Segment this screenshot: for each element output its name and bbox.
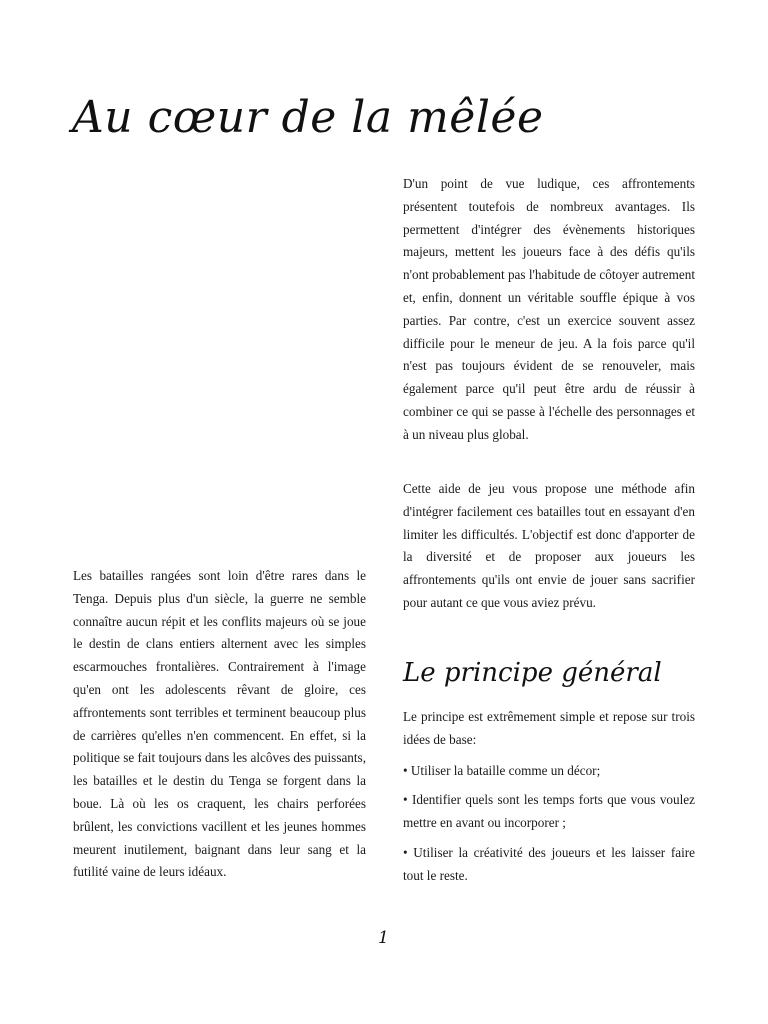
body-paragraph-2: Cette aide de jeu vous propose une méthode afin d'intégrer facilement ces batailles tout en essayant d'en limiter les difficultés. L'objectif est donc d'apporter de la diversité et de proposer aux joueurs les affrontements qu'ils ont envie de jouer sans sacrifier pour autant ce que vous aviez prévu. <box>403 481 695 610</box>
section-lead-paragraph: Le principe est extrêmement simple et repose sur trois idées de base: <box>403 709 695 747</box>
bullet-item-3: • Utiliser la créativité des joueurs et les laisser faire tout le reste. <box>403 845 695 883</box>
page-number: 1 <box>378 928 389 948</box>
bullet-item-2: • Identifier quels sont les temps forts que vous voulez mettre en avant ou incorporer ; <box>403 792 695 830</box>
body-paragraph-1: D'un point de vue ludique, ces affrontements présentent toutefois de nombreux avantages. Ils permettent d'intégrer des évènements historiques majeurs, mettent les joueurs face à des défis qu'ils n'ont probablement pas l'habitude de côtoyer autrement et, enfin, donnent un véritable souffle épique à vos parties. Par contre, c'est un exercice souvent assez difficile pour le meneur de jeu. A la fois parce qu'il n'est pas toujours évident de se renouveler, mais également parce qu'il peut être ardu de réussir à combiner ce qui se passe à l'échelle des personnages et à un niveau plus global. <box>403 176 695 442</box>
section-heading: Le principe général <box>403 658 662 688</box>
bullet-item-1: • Utiliser la bataille comme un décor; <box>403 763 601 778</box>
intro-paragraph: Les batailles rangées sont loin d'être rares dans le Tenga. Depuis plus d'un siècle, la guerre ne semble connaître aucun répit et les conflits majeurs où se joue le destin de clans entiers alternent avec les simples escarmouches frontalières. Contrairement à l'image qu'en ont les adolescents rêvant de gloire, ces affrontements sont terribles et terminent beaucoup plus de carrières qu'elles n'en commencent. En effet, si la politique se fait toujours dans les alcôves des puissants, les batailles et le destin du Tenga se forgent dans la boue. Là où les os craquent, les chairs perforées brûlent, les convictions vacillent et les jeunes hommes meurent inutilement, baignant dans leur sang et la futilité vaine de leurs idéaux. <box>73 568 366 880</box>
page-title: Au cœur de la mêlée <box>72 92 544 143</box>
